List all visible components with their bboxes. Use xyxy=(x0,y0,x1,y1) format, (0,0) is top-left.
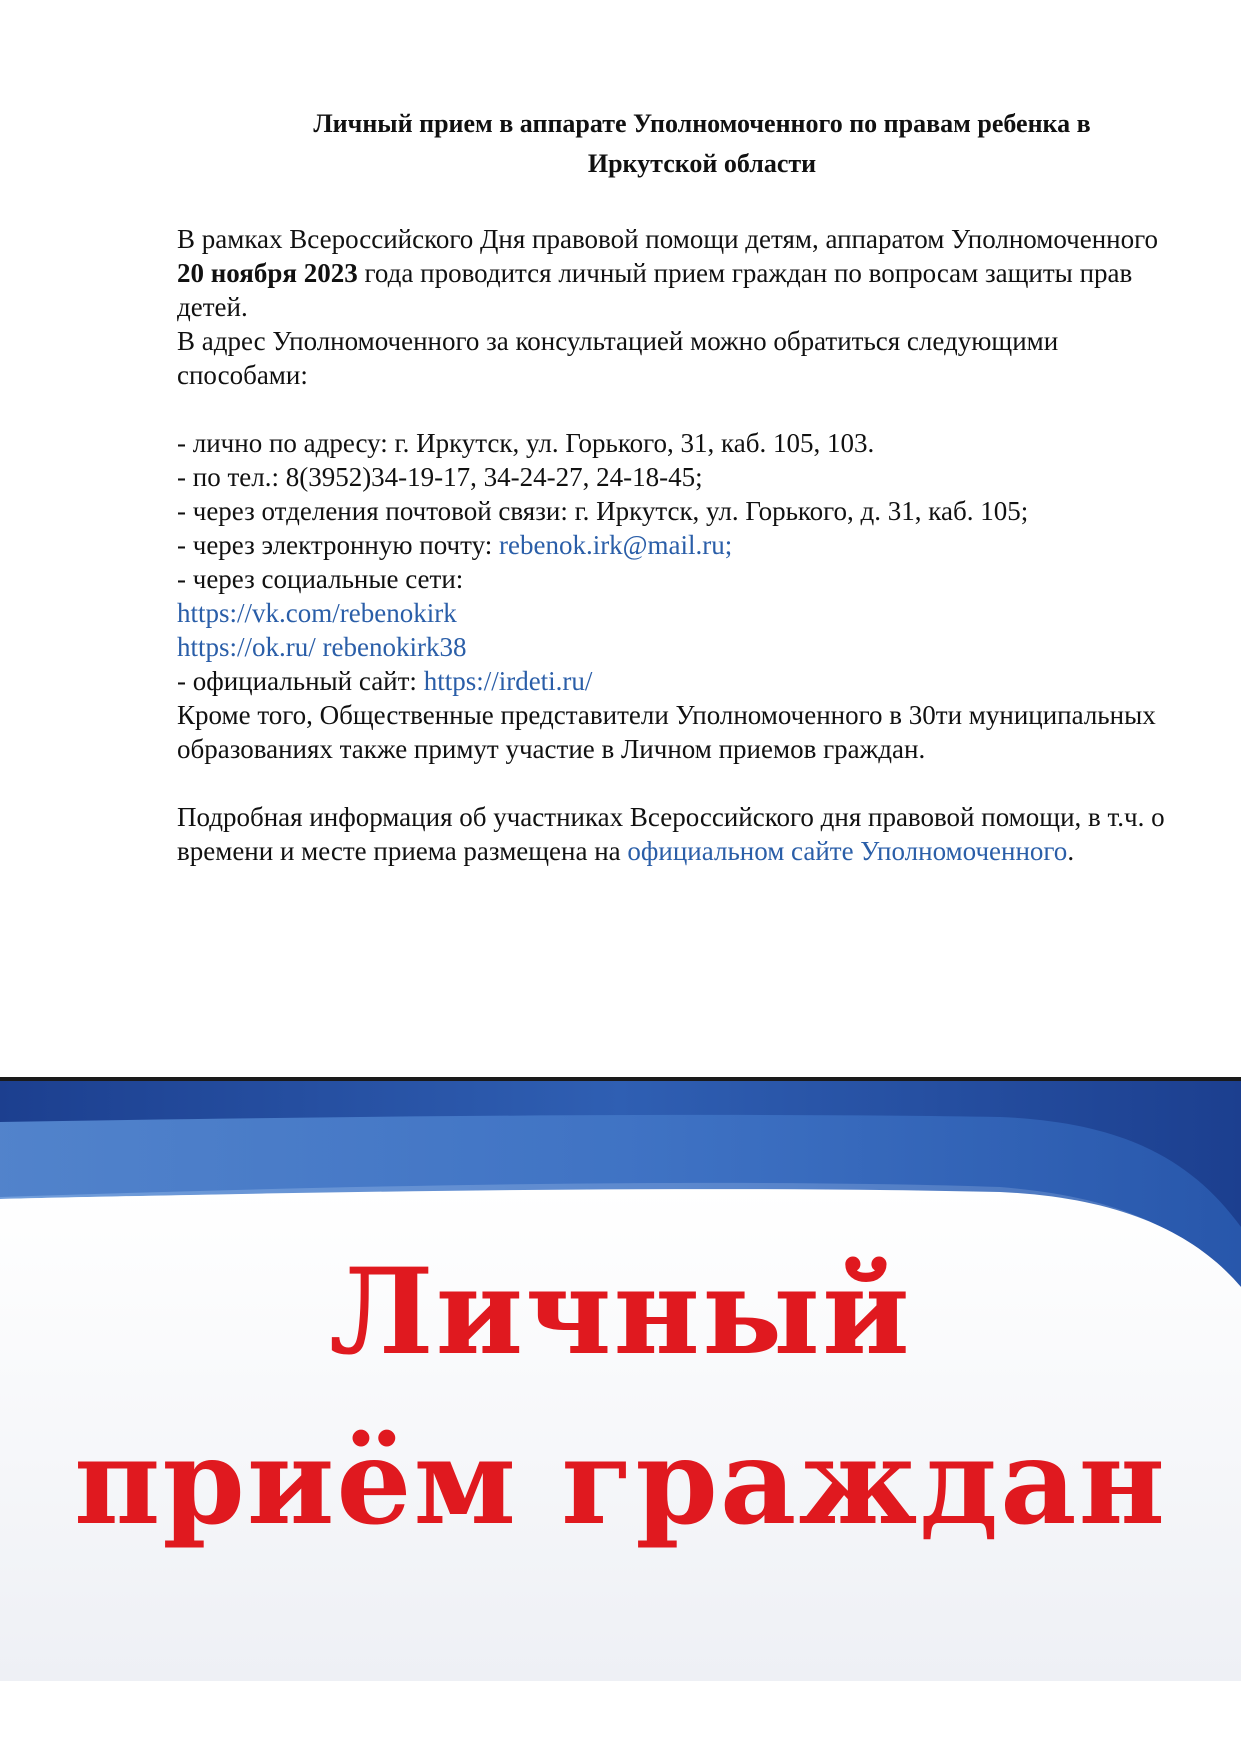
spacer xyxy=(177,392,1167,426)
title-line-1: Личный прием в аппарате Уполномоченного по правам ребенка в xyxy=(313,109,1091,138)
details-text: Подробная информация об участниках Всероссийского дня правовой помощи, в т.ч. о времени и месте приема размещена на xyxy=(177,802,1165,866)
item-email xyxy=(177,528,1167,562)
item-ok xyxy=(177,630,1167,664)
email-link[interactable]: rebenok.irk@mail.ru; xyxy=(498,530,733,560)
item-site xyxy=(177,664,1167,698)
item-in-person: - лично по адресу: г. Иркутск, ул. Горького, 31, каб. 105, 103. xyxy=(177,428,875,458)
intro-text-2: года проводится личный прием граждан по вопросам защиты прав детей. xyxy=(177,258,1133,322)
item-phone: - по тел.: 8(3952)34-19-17, 34-24-27, 24-18-45; xyxy=(177,462,703,492)
document-body xyxy=(177,104,1167,868)
email-label: - через электронную почту: xyxy=(177,530,499,560)
personal-reception-banner xyxy=(0,1077,1241,1681)
intro-text-1: В рамках Всероссийского Дня правовой помощи детям, аппаратом Уполномоченного xyxy=(177,224,1159,254)
banner-line-1: Личный xyxy=(329,1242,912,1381)
site-link[interactable]: https://irdeti.ru/ xyxy=(423,666,593,696)
page-title xyxy=(177,104,1167,184)
site-label: - официальный сайт: xyxy=(177,666,424,696)
details-end: . xyxy=(1067,836,1075,866)
item-post: - через отделения почтовой связи: г. Иркутск, ул. Горького, д. 31, каб. 105; xyxy=(177,496,1029,526)
details-paragraph xyxy=(177,800,1167,868)
contact-intro: В адрес Уполномоченного за консультацией можно обратиться следующими способами: xyxy=(177,326,1059,390)
item-vk xyxy=(177,596,1167,630)
intro-paragraph xyxy=(177,222,1167,324)
banner-line-2: приём граждан xyxy=(74,1412,1167,1551)
item-social: - через социальные сети: xyxy=(177,564,464,594)
official-site-link[interactable]: официальном сайте Уполномоченного xyxy=(627,836,1068,866)
representatives-paragraph: Кроме того, Общественные представители Уполномоченного в 30ти муниципальных образованиях также примут участие в Личном приемов граждан. xyxy=(177,700,1156,764)
spacer xyxy=(177,766,1167,800)
title-line-2: Иркутской области xyxy=(587,149,817,178)
event-date: 20 ноября 2023 xyxy=(177,258,358,288)
ok-link[interactable]: https://ok.ru/ rebenokirk38 xyxy=(177,632,467,662)
vk-link[interactable]: https://vk.com/rebenokirk xyxy=(177,598,457,628)
